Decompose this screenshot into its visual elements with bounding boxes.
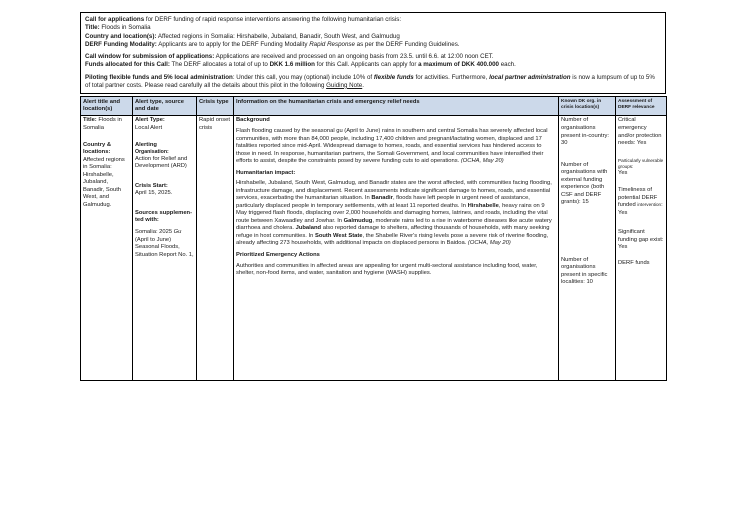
- org-count-country: Number of organisations present in-country: 30: [561, 117, 610, 147]
- header-assessment: Assessment of DERF relevance: [616, 97, 667, 116]
- assessment-timeliness: Timeliness of potential DERF funded intervention: Yes: [618, 187, 663, 216]
- cell-crisis-type: Rapid onset crisis: [197, 116, 234, 381]
- assessment-vulnerable: Particularly vulnerable groups:: [618, 157, 664, 169]
- actions-heading: Prioritized Emergency Actions: [236, 251, 320, 258]
- cell-known-dk-org: [559, 116, 616, 381]
- assessment-vulnerable-value: Yes: [618, 169, 628, 176]
- country-line: Country and location(s): Affected regions in Somalia: Hirshabelle, Jubaland, Banadir, South West, and Galmudug: [85, 32, 400, 40]
- background-text: Flash flooding caused by the seasonal gu (April to June) rains in southern and central Somalia has severely affected local communities, with more than 84,000 people, including 17,400 children and pregnant/lactating women, displaced and 17 fatalities reported since mid-April. Widespread damage to homes, roads, and essential services has hindered access to those in need. In response, humanitarian partners, the Somali Government, and local communities have intensified their efforts to assist, despite the constraints posed by severe funding cuts to aid operations. (OCHA, May 20): [236, 128, 548, 165]
- header-alert-title: Alert title and location(s): [81, 97, 133, 116]
- cell-assessment: [616, 116, 667, 381]
- call-line: Call for applications for DERF funding of rapid response interventions answering the following humanitarian crisis:: [85, 16, 402, 23]
- header-crisis-type: Crisis type: [197, 97, 234, 116]
- actions-text: Authorities and communities in affected areas are appealing for urgent multi-sectoral assistance including food, water, shelter, non-food items, and water, sanitation and hygiene (WASH) supplies.: [236, 262, 538, 277]
- background-heading: Background: [236, 117, 270, 124]
- title-line: Title: Floods in Somalia: [85, 24, 151, 32]
- assessment-funding-gap: Significant funding gap exist: Yes: [618, 229, 664, 251]
- alert-title: Title: Floods in Somalia: [83, 117, 122, 131]
- impact-heading: Humanitarian impact:: [236, 169, 296, 176]
- call-info-box: [80, 12, 666, 94]
- modality-line: DERF Funding Modality: Applicants are to apply for the DERF Funding Modality Rapid Response as per the DERF Funding Guidelines.: [85, 40, 460, 48]
- call-window-line: Call window for submission of applications: Applications are received and processed on an ongoing basis from 23.5. until 6.6. at 12:00 noon CET.: [85, 53, 494, 60]
- cell-alert-type: Alert Type: Local Alert Alerting Organisation: Action for Relief and Development (ARD) Crisis Start: April 15, 2025. Sources supplemen-ted with: Somalia: 2025 Gu (April to June) Seasonal Floods, Situation Report No. 1,: [133, 116, 197, 381]
- header-information: Information on the humanitarian crisis and emergency relief needs: [234, 97, 559, 116]
- funds-line: Funds allocated for this Call: The DERF allocates a total of up to DKK 1.6 million for this Call. Applicants can apply for a maximum of DKK 400.000 each.: [85, 61, 516, 69]
- cell-alert-title: [81, 116, 133, 381]
- document-page: [80, 12, 666, 381]
- pilot-line: Piloting flexible funds and 5% local administration: Under this call, you may (optional) include 10% of flexible funds for activities. Furthermore, local partner administration is now a lumpsum of up to 5% of total partner costs. Please read carefully all the details about this pilot in the following Guiding Note.: [85, 73, 655, 89]
- org-count-localities: Number of organisations present in specific localities: 10: [561, 256, 608, 286]
- alert-table: [80, 96, 667, 381]
- header-alert-type: Alert type, source and date: [133, 97, 197, 116]
- assessment-derf-funds: DERF funds: [618, 259, 650, 266]
- impact-text: Hirshabelle, Jubaland, South West, Galmudug, and Banadir states are the worst affected, with communities facing flooding, infrastructure damage, and displacement. Recent assessments indicate significant damage to homes, roads, and essential services, exacerbating the humanitarian situation. In Banadir, floods have left people in urgent need of assistance, particularly displaced people in temporary settlements, with at least 11 reported deaths. In Hirshabelle, heavy rains on 9 May triggered flash floods, displacing over 2,000 households and damaging homes, latrines, and roads, including the vital route between Xawaadley and Jowhar. In Galmudug, moderate rains led to a rise in waterborne diseases like acute watery diarrhoea and cholera. Jubaland also reported damage to shelters, affecting thousands of households, with many seeking refuge in host communities. In South West State, the Shabelle River's rising levels pose a severe risk of riverine flooding, already affecting 273 households, with additional impacts on displaced persons in Baidoa. (OCHA, May 20): [236, 180, 552, 247]
- sources-text: Somalia: 2025 Gu (April to June) Seasonal Floods, Situation Report No. 1,: [135, 229, 194, 258]
- assessment-critical: Critical emergency and/or protection needs: Yes: [618, 117, 662, 147]
- cell-information: [234, 116, 559, 381]
- header-known-dk-org: Known DK org. in crisis location(s): [559, 97, 616, 116]
- table-row: [81, 116, 667, 381]
- org-count-funding: Number of organisations with external funding experience (both CSF and DERF grants): 15: [561, 161, 608, 206]
- guiding-note-link[interactable]: Guiding Note: [326, 81, 363, 89]
- alert-locations: Country & locations: Affected regions in Somalia: Hirshabelle, Jubaland, Banadir, South West, and Galmudug.: [83, 141, 125, 208]
- table-header-row: [81, 97, 667, 116]
